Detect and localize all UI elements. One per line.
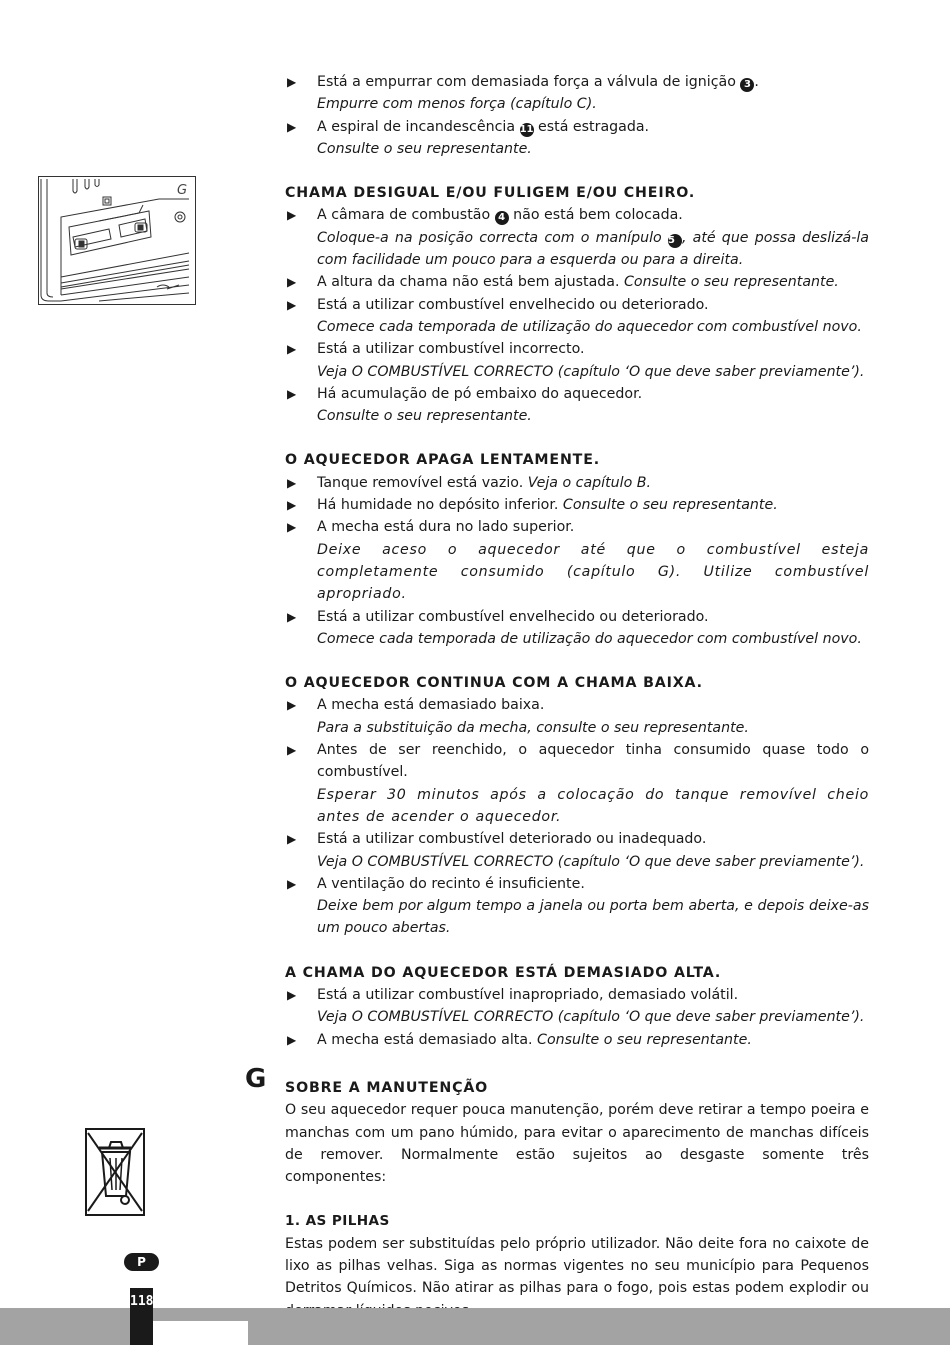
- page-number: 118: [130, 1288, 153, 1345]
- batteries-heading: [285, 1210, 869, 1232]
- cause-text: Está a utilizar combustível envelhecido ou deteriorado.: [317, 608, 709, 625]
- cause-text: Está a utilizar combustível incorrecto.: [317, 341, 585, 358]
- remedy-text: Veja O COMBUSTÍVEL CORRECTO (capítulo ‘O que deve saber previamente’).: [317, 1009, 865, 1026]
- list-item: [285, 516, 869, 605]
- remedy-inline: Consulte o seu representante.: [624, 274, 839, 291]
- list-item: [285, 984, 869, 1029]
- bullet-arrow-icon: ▶: [287, 876, 297, 891]
- remedy-text: Deixe aceso o aquecedor até que o combustível esteja completamente consumido (capítulo G). Utilize combustível apropriado.: [317, 541, 869, 603]
- remedy-text: Coloque-a na posição correcta com o manípulo 5 , até que possa deslizá-la com facilidade um pouco para a esquerda ou para a direita.: [317, 229, 869, 269]
- bullet-arrow-icon: ▶: [287, 609, 297, 624]
- heater-drawing: [39, 177, 195, 304]
- cause-text: A espiral de incandescência 11 está estragada.: [317, 118, 650, 135]
- bullet-arrow-icon: ▶: [287, 520, 297, 535]
- remedy-text: Veja O COMBUSTÍVEL CORRECTO (capítulo ‘O que deve saber previamente’).: [317, 363, 865, 380]
- bullet-arrow-icon: ▶: [287, 1032, 297, 1047]
- list-item: [285, 494, 869, 516]
- remedy-text: Comece cada temporada de utilização do aquecedor com combustível novo.: [317, 318, 862, 335]
- batteries-number: 1.: [285, 1213, 301, 1230]
- list-item: [285, 116, 869, 161]
- bullet-arrow-icon: ▶: [287, 832, 297, 847]
- weee-bin-icon: [85, 1128, 145, 1216]
- maintenance-section: [285, 1077, 869, 1322]
- list-item: [285, 1029, 869, 1051]
- remedy-text: Para a substituição da mecha, consulte o seu representante.: [317, 719, 749, 736]
- cause-text: Antes de ser reenchido, o aquecedor tinha consumido quase todo o combustível.: [317, 742, 869, 781]
- bullet-arrow-icon: ▶: [287, 275, 297, 290]
- section-heading: CHAMA DESIGUAL E/OU FULIGEM E/OU CHEIRO.: [285, 185, 696, 202]
- section-heading: A CHAMA DO AQUECEDOR ESTÁ DEMASIADO ALTA.: [285, 964, 722, 981]
- list-item: [285, 828, 869, 873]
- figure-label: G: [177, 183, 188, 198]
- cause-text: Há acumulação de pó embaixo do aquecedor.: [317, 385, 643, 402]
- remedy-inline: Veja o capítulo B.: [527, 474, 652, 491]
- bullet-arrow-icon: ▶: [287, 208, 297, 223]
- bullet-arrow-icon: ▶: [287, 475, 297, 490]
- list-item: [285, 873, 869, 940]
- cause-text: Está a utilizar combustível envelhecido ou deteriorado.: [317, 296, 709, 313]
- list-item: [285, 338, 869, 383]
- remedy-text: Empurre com menos força (capítulo C).: [317, 96, 597, 113]
- reference-number-icon: 3: [740, 78, 754, 92]
- remedy-text: Veja O COMBUSTÍVEL CORRECTO (capítulo ‘O que deve saber previamente’).: [317, 853, 865, 870]
- bullet-arrow-icon: ▶: [287, 498, 297, 513]
- cause-text: Tanque removível está vazio. Veja o capítulo B.: [317, 474, 652, 491]
- remedy-text: Consulte o seu representante.: [317, 408, 532, 425]
- list-item: [285, 204, 869, 271]
- batteries-title: AS PILHAS: [305, 1213, 390, 1230]
- bullet-arrow-icon: ▶: [287, 386, 297, 401]
- remedy-text: Consulte o seu representante.: [317, 140, 532, 157]
- cause-text: Está a empurrar com demasiada força a válvula de ignição 3 .: [317, 74, 759, 90]
- reference-number-icon: 5: [668, 234, 682, 248]
- list-item: [285, 383, 869, 428]
- reference-number-icon: 4: [495, 211, 509, 225]
- maintenance-body: O seu aquecedor requer pouca manutenção, porém deve retirar a tempo poeira e manchas com um pano húmido, para evitar o aparecimento de manchas difíceis de remover. Normalmente estão sujeitos ao desgaste somente três componentes:: [285, 1102, 869, 1186]
- list-item: [285, 71, 869, 116]
- reference-number-icon: 11: [519, 123, 534, 135]
- list-item: [285, 606, 869, 651]
- list-item: [285, 294, 869, 339]
- bullet-arrow-icon: ▶: [287, 75, 297, 89]
- cause-text: A mecha está dura no lado superior.: [317, 519, 575, 536]
- bullet-arrow-icon: ▶: [287, 297, 297, 312]
- remedy-inline: Consulte o seu representante.: [562, 497, 778, 514]
- section-heading: O AQUECEDOR APAGA LENTAMENTE.: [285, 452, 600, 469]
- batteries-body: Estas podem ser substituídas pelo próprio utilizador. Não deite fora no caixote de lixo as pilhas velhas. Siga as normas vigentes no seu município para Pequenos Detritos Químicos. Não atirar as pilhas para o fogo, pois estas podem explodir ou: [285, 1235, 869, 1297]
- remedy-text: Deixe bem por algum tempo a janela ou porta bem aberta, e depois deixe-as um pouco abertas.: [317, 898, 869, 937]
- remedy-inline: Consulte o seu representante.: [537, 1031, 752, 1048]
- cause-text: Está a utilizar combustível inapropriado, demasiado volátil.: [317, 986, 739, 1003]
- remedy-text: Comece cada temporada de utilização do aquecedor com combustível novo.: [317, 630, 862, 647]
- bullet-arrow-icon: ▶: [287, 342, 297, 357]
- cause-text: A mecha está demasiado alta. Consulte o seu representante.: [317, 1031, 752, 1048]
- cause-text: A ventilação do recinto é insuficiente.: [317, 875, 585, 892]
- cause-text: A câmara de combustão 4 não está bem colocada.: [317, 207, 683, 224]
- bullet-arrow-icon: ▶: [287, 698, 297, 713]
- chapter-letter: G: [245, 1064, 267, 1094]
- list-item: [285, 472, 869, 494]
- list-item: [285, 739, 869, 828]
- bullet-arrow-icon: ▶: [287, 119, 297, 134]
- bullet-arrow-icon: ▶: [287, 987, 297, 1002]
- cause-text: Está a utilizar combustível deteriorado ou inadequado.: [317, 831, 707, 848]
- list-item: [285, 694, 869, 739]
- heater-illustration: [38, 176, 196, 305]
- list-item: [285, 271, 869, 293]
- maintenance-title: SOBRE A MANUTENÇÃO: [285, 1080, 489, 1096]
- footer-tab: [153, 1321, 248, 1345]
- remedy-text: Esperar 30 minutos após a colocação do tanque removível cheio antes de acender o aquecedor.: [317, 786, 869, 825]
- cause-text: A altura da chama não está bem ajustada. Consulte o seu representante.: [317, 274, 839, 291]
- troubleshooting-content: [285, 71, 869, 1051]
- cause-text: A mecha está demasiado baixa.: [317, 697, 545, 714]
- language-badge: P: [124, 1253, 159, 1271]
- section-heading: O AQUECEDOR CONTINUA COM A CHAMA BAIXA.: [285, 675, 703, 692]
- bullet-arrow-icon: ▶: [287, 743, 297, 758]
- cause-text: Há humidade no depósito inferior. Consulte o seu representante.: [317, 497, 778, 514]
